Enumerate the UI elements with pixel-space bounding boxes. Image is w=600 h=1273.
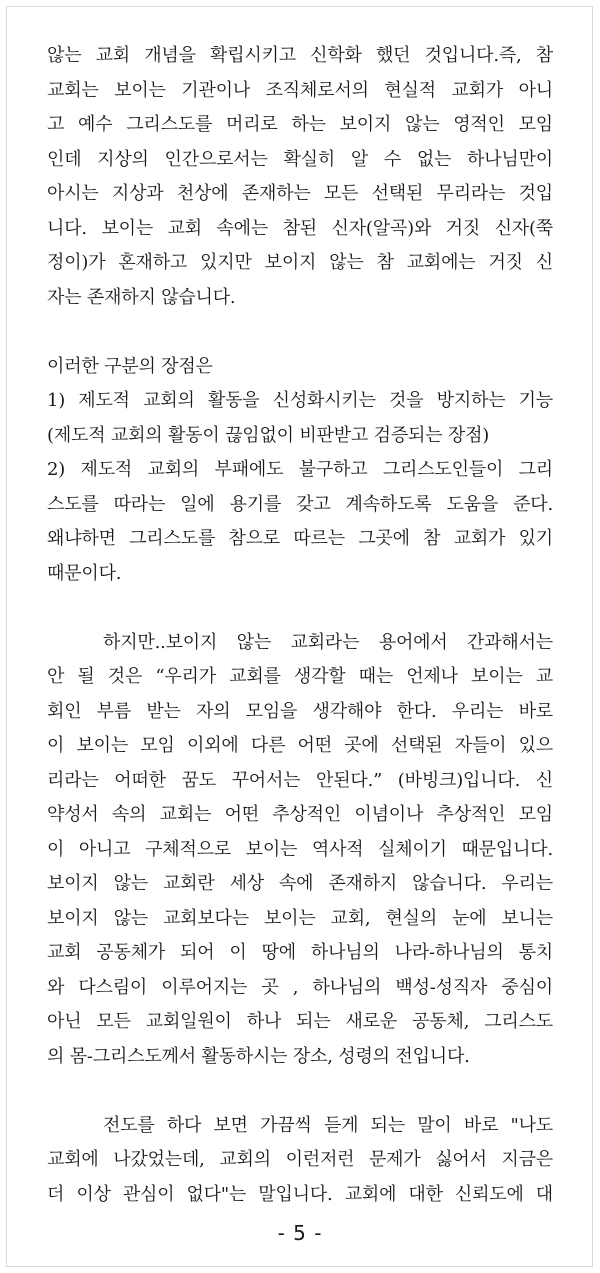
text-line: 스도를 따라는 일에 용기를 갖고 계속하도록 도움을 준다. xyxy=(47,493,553,515)
text-line: 때문이다. xyxy=(47,562,122,584)
text-line: 전도를 하다 보면 가끔씩 듣게 되는 말이 바로 "나도 xyxy=(103,1114,553,1136)
text-line: 아시는 지상과 천상에 존재하는 모든 선택된 무리라는 것입 xyxy=(47,183,553,204)
paragraph-visible-church xyxy=(47,626,553,1075)
text-line: 안 될 것은 “우리가 교회를 생각할 때는 언제나 보이는 교 xyxy=(47,666,553,687)
text-line: 이러한 구분의 장점은 xyxy=(47,355,213,377)
text-line: 2) 제도적 교회의 부패에도 불구하고 그리스도인들이 그리 xyxy=(47,459,553,480)
paragraph-advantages xyxy=(47,350,553,592)
text-line: 하지만..보이지 않는 교회라는 용어에서 간과해서는 xyxy=(103,631,553,653)
text-line: 아닌 모든 교회일원이 하나 되는 새로운 공동체, 그리스도 xyxy=(47,1011,553,1032)
text-line: 회인 부름 받는 자의 모임을 생각해야 한다. 우리는 바로 xyxy=(47,700,553,722)
text-line: 니다. 보이는 교회 속에는 참된 신자(알곡)와 거짓 신자(쭉 xyxy=(47,217,553,239)
text-line: 이 보이는 모임 이외에 다른 어떤 곳에 선택된 자들이 있으 xyxy=(47,735,553,756)
text-line: 정이)가 혼재하고 있지만 보이지 않는 참 교회에는 거짓 신 xyxy=(47,252,553,273)
text-line: 이 아니고 구체적으로 보이는 역사적 실체이기 때문입니다. xyxy=(47,838,553,860)
text-line: 의 몸-그리스도께서 활동하시는 장소, 성령의 전입니다. xyxy=(47,1045,470,1067)
text-line: 고 예수 그리스도를 머리로 하는 보이지 않는 영적인 모임 xyxy=(47,114,553,135)
text-line: 교회는 보이는 기관이나 조직체로서의 현실적 교회가 아니 xyxy=(47,79,553,101)
text-line: (제도적 교회의 활동이 끊임없이 비판받고 검증되는 장점) xyxy=(47,424,490,446)
page-number: - 5 - xyxy=(277,1221,323,1245)
text-line: 와 다스림이 이루어지는 곳 , 하나님의 백성-성직자 중심이 xyxy=(47,976,553,998)
text-line: 않는 교회 개념을 확립시키고 신학화 했던 것입니다.즉, 참 xyxy=(47,45,553,66)
text-line: 더 이상 관심이 없다"는 말입니다. 교회에 대한 신뢰도에 대 xyxy=(47,1183,553,1205)
text-line: 왜냐하면 그리스도를 참으로 따르는 그곳에 참 교회가 있기 xyxy=(47,528,553,549)
text-line: 1) 제도적 교회의 활동을 신성화시키는 것을 방지하는 기능 xyxy=(47,390,553,411)
text-line: 교회 공동체가 되어 이 땅에 하나님의 나라-하나님의 통치 xyxy=(47,942,553,963)
document-body xyxy=(47,39,553,1212)
paragraph-invisible-church xyxy=(47,39,553,315)
paragraph-spacer xyxy=(47,1074,553,1109)
text-line: 보이지 않는 교회보다는 보이는 교회, 현실의 눈에 보니는 xyxy=(47,907,553,929)
text-line: 인데 지상의 인간으로서는 확실히 알 수 없는 하나님만이 xyxy=(47,148,553,170)
text-line: 리라는 어떠한 꿈도 꾸어서는 안된다.” (바빙크)입니다. 신 xyxy=(47,769,553,791)
text-line: 자는 존재하지 않습니다. xyxy=(47,286,236,308)
paragraph-spacer xyxy=(47,315,553,350)
text-line: 보이지 않는 교회란 세상 속에 존재하지 않습니다. 우리는 xyxy=(47,873,553,894)
paragraph-evangelism xyxy=(47,1109,553,1213)
text-line: 교회에 나갔었는데, 교회의 이런저런 문제가 싫어서 지금은 xyxy=(47,1149,553,1170)
paragraph-spacer xyxy=(47,591,553,626)
text-line: 약성서 속의 교회는 어떤 추상적인 이념이나 추상적인 모임 xyxy=(47,804,553,825)
